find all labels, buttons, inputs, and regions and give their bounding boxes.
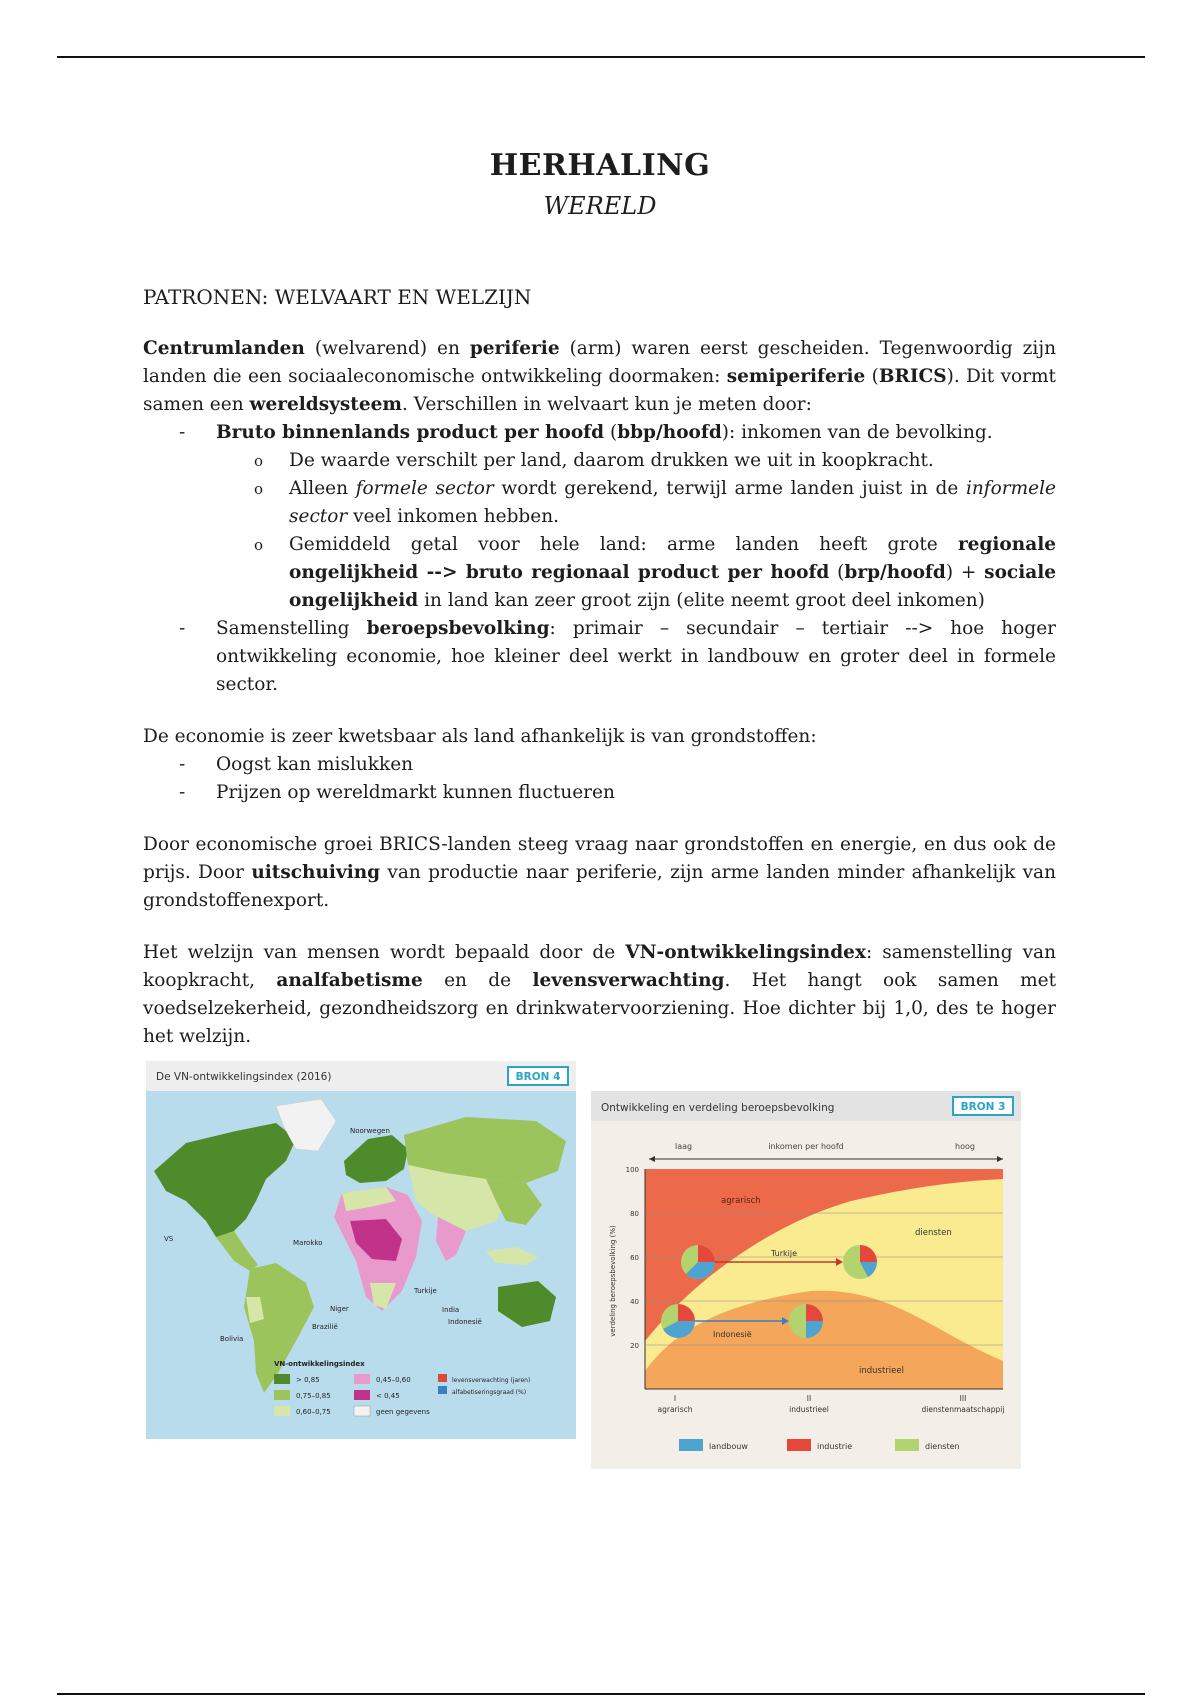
term-levensverwachting: levensverwachting bbox=[532, 970, 725, 991]
list-item: - Oogst kan mislukken bbox=[143, 751, 1056, 779]
sublist-item bbox=[216, 475, 1056, 531]
hdi-map-figure bbox=[146, 1061, 576, 1439]
legend-label-industrie: industrie bbox=[817, 1442, 853, 1451]
x-tick-label-3: dienstenmaatschappij bbox=[921, 1405, 1005, 1414]
text: : primair – secundair – tertiair --> hoe hoger ontwikkeling economie, hoe kleiner deel werkt in landbouw en groter deel in formele sector. bbox=[216, 618, 1056, 695]
main-content bbox=[143, 283, 1056, 1075]
pie-turkije-start bbox=[681, 1245, 715, 1279]
risk-list bbox=[143, 751, 1056, 807]
y-tick-100: 100 bbox=[625, 1166, 639, 1174]
top-rule bbox=[57, 56, 1145, 58]
workforce-chart-figure bbox=[591, 1091, 1021, 1469]
term-brics: BRICS bbox=[878, 366, 947, 387]
legend-swatch-3 bbox=[274, 1406, 290, 1416]
pie-indonesie-start bbox=[661, 1304, 695, 1338]
term-centrumlanden: Centrumlanden bbox=[143, 338, 305, 359]
text: ( bbox=[604, 422, 618, 443]
map-title: De VN-ontwikkelingsindex (2016) bbox=[156, 1071, 332, 1083]
list-item: - Prijzen op wereldmarkt kunnen fluctueren bbox=[143, 779, 1056, 807]
label-turkey: Turkije bbox=[414, 1287, 437, 1295]
legend-swatch-5 bbox=[354, 1390, 370, 1400]
y-tick-20: 20 bbox=[630, 1342, 639, 1350]
list-item-beroepsbevolking bbox=[143, 615, 1056, 699]
label-diensten: diensten bbox=[915, 1228, 952, 1238]
text: ( bbox=[865, 366, 879, 387]
chart-title: Ontwikkeling en verdeling beroepsbevolking bbox=[601, 1102, 835, 1114]
text: ( bbox=[829, 562, 845, 583]
y-tick-60: 60 bbox=[630, 1254, 639, 1262]
x-tick-label-1: agrarisch bbox=[657, 1405, 693, 1414]
legend-label-2: 0,75–0,85 bbox=[296, 1392, 331, 1400]
text: ) + bbox=[945, 562, 985, 583]
workforce-chart-svg bbox=[591, 1091, 1021, 1469]
x-tick-num-2: II bbox=[806, 1394, 812, 1403]
legend-swatch-industrie bbox=[787, 1439, 811, 1451]
page-title: HERHALING bbox=[489, 148, 711, 183]
legend-swatch-landbouw bbox=[679, 1439, 703, 1451]
term-bbp-hoofd: bbp/hoofd bbox=[617, 422, 722, 443]
sublist-item bbox=[216, 531, 1056, 615]
text: De waarde verschilt per land, daarom drukken we uit in koopkracht. bbox=[289, 450, 934, 471]
income-high-label: hoog bbox=[955, 1142, 975, 1151]
text: Samenstelling bbox=[216, 618, 367, 639]
legend-note-literacy: alfabetiseringsgraad (%) bbox=[452, 1389, 527, 1396]
legend-label-6: geen gegevens bbox=[376, 1408, 430, 1416]
sublist-item bbox=[216, 447, 1056, 475]
bbp-sublist bbox=[216, 447, 1056, 615]
label-indonesie: Indonesië bbox=[713, 1330, 752, 1339]
text: ). Dit vormt samen een bbox=[143, 366, 1056, 415]
y-tick-80: 80 bbox=[630, 1210, 639, 1218]
paragraph-welvaart bbox=[143, 335, 1056, 419]
text: Gemiddeld getal voor hele land: arme landen heeft grote bbox=[289, 534, 958, 555]
term-beroepsbevolking: beroepsbevolking bbox=[366, 618, 550, 639]
chart-badge-label: BRON 3 bbox=[960, 1101, 1006, 1113]
term-semiperiferie: semiperiferie bbox=[726, 366, 866, 387]
label-brazil: Brazilië bbox=[312, 1323, 338, 1331]
legend-life-swatch bbox=[438, 1374, 447, 1382]
legend-label-5: < 0,45 bbox=[376, 1392, 400, 1400]
income-low-label: laag bbox=[675, 1142, 693, 1151]
legend-label-4: 0,45–0,60 bbox=[376, 1376, 411, 1384]
term-formele-sector: formele sector bbox=[355, 478, 494, 499]
legend-label-3: 0,60–0,75 bbox=[296, 1408, 331, 1416]
legend-swatch-1 bbox=[274, 1374, 290, 1384]
list-item-bbp bbox=[143, 419, 1056, 615]
measure-list bbox=[143, 419, 1056, 699]
y-tick-40: 40 bbox=[630, 1298, 639, 1306]
term-regionale-ongelijkheid: regionale ongelijkheid --> bruto regionaal product per hoofd bbox=[289, 534, 1056, 583]
pie-turkije-end bbox=[843, 1245, 877, 1279]
text: Door economische groei BRICS-landen steeg vraag naar grondstoffen en energie, en dus ook de prijs. Door bbox=[143, 834, 1056, 883]
label-niger: Niger bbox=[330, 1305, 349, 1313]
legend-swatch-2 bbox=[274, 1390, 290, 1400]
text: van productie naar periferie, zijn arme landen minder afhankelijk van grondstoffenexport. bbox=[143, 862, 1056, 911]
text: (arm) waren eerst gescheiden. Tegenwoordig zijn landen die een sociaaleconomische ontwikkeling doormaken: bbox=[143, 338, 1056, 387]
term-wereldsysteem: wereldsysteem bbox=[249, 394, 402, 415]
legend-label-diensten: diensten bbox=[925, 1442, 960, 1451]
term-brp-hoofd: brp/hoofd bbox=[844, 562, 946, 583]
text: Alleen bbox=[289, 478, 356, 499]
label-agrarisch: agrarisch bbox=[721, 1196, 761, 1206]
label-industrieel: industrieel bbox=[859, 1366, 904, 1376]
term-uitschuiving: uitschuiving bbox=[251, 862, 381, 883]
legend-note-life: levensverwachting (jaren) bbox=[452, 1377, 531, 1384]
legend-label-1: > 0,85 bbox=[296, 1376, 320, 1384]
pie-indonesie-end bbox=[789, 1304, 823, 1338]
text: (welvarend) en bbox=[304, 338, 470, 359]
legend-swatch-6 bbox=[354, 1406, 370, 1416]
label-indonesia: Indonesië bbox=[448, 1318, 482, 1326]
y-axis-label: verdeling beroepsbevolking (%) bbox=[609, 1225, 617, 1337]
hdi-map-svg bbox=[146, 1061, 576, 1439]
text: en de bbox=[422, 970, 533, 991]
text: : samenstelling van koopkracht, bbox=[143, 942, 1056, 991]
legend-label-landbouw: landbouw bbox=[709, 1442, 748, 1451]
paragraph-welzijn bbox=[143, 939, 1056, 1051]
x-tick-label-2: industrieel bbox=[789, 1405, 829, 1414]
text: wordt gerekend, terwijl arme landen juist in de bbox=[493, 478, 966, 499]
bottom-rule bbox=[57, 1693, 1145, 1695]
income-axis-label: inkomen per hoofd bbox=[768, 1142, 844, 1151]
text: . Verschillen in welvaart kun je meten door: bbox=[401, 394, 812, 415]
term-vn-ontwikkelingsindex: VN-ontwikkelingsindex bbox=[625, 942, 866, 963]
term-periferie: periferie bbox=[469, 338, 560, 359]
map-badge-label: BRON 4 bbox=[515, 1071, 561, 1083]
x-tick-num-3: III bbox=[959, 1394, 967, 1403]
label-bolivia: Bolivia bbox=[220, 1335, 244, 1343]
page-subtitle: WERELD bbox=[543, 192, 657, 220]
term-informele-sector: informele sector bbox=[289, 478, 1056, 527]
text: veel inkomen hebben. bbox=[347, 506, 560, 527]
x-tick-num-1: I bbox=[673, 1394, 677, 1403]
text: . Het hangt ook samen met voedselzekerheid, gezondheidszorg en drinkwatervoorziening. Hoe dichter bij 1,0, des te hoger het welzijn. bbox=[143, 970, 1057, 1047]
text: ): inkomen van de bevolking. bbox=[721, 422, 993, 443]
legend-literacy-swatch bbox=[438, 1386, 447, 1394]
section-heading: PATRONEN: WELVAART EN WELZIJN bbox=[143, 285, 532, 309]
label-turkije: Turkije bbox=[771, 1249, 798, 1258]
label-us: VS bbox=[164, 1235, 174, 1243]
text: in land kan zeer groot zijn (elite neemt groot deel inkomen) bbox=[418, 590, 985, 611]
legend-swatch-4 bbox=[354, 1374, 370, 1384]
label-norway: Noorwegen bbox=[350, 1127, 390, 1135]
text: Het welzijn van mensen wordt bepaald door de bbox=[143, 942, 626, 963]
term-analfabetisme: analfabetisme bbox=[276, 970, 423, 991]
label-india: India bbox=[442, 1306, 460, 1314]
paragraph-brics bbox=[143, 831, 1056, 915]
paragraph-grondstoffen: De economie is zeer kwetsbaar als land afhankelijk is van grondstoffen: bbox=[143, 726, 817, 747]
label-morocco: Marokko bbox=[293, 1239, 323, 1247]
term-bbp: Bruto binnenlands product per hoofd bbox=[216, 422, 605, 443]
map-legend-title: VN-ontwikkelingsindex bbox=[274, 1360, 365, 1368]
term-sociale-ongelijkheid: sociale ongelijkheid bbox=[289, 562, 1057, 611]
legend-swatch-diensten bbox=[895, 1439, 919, 1451]
